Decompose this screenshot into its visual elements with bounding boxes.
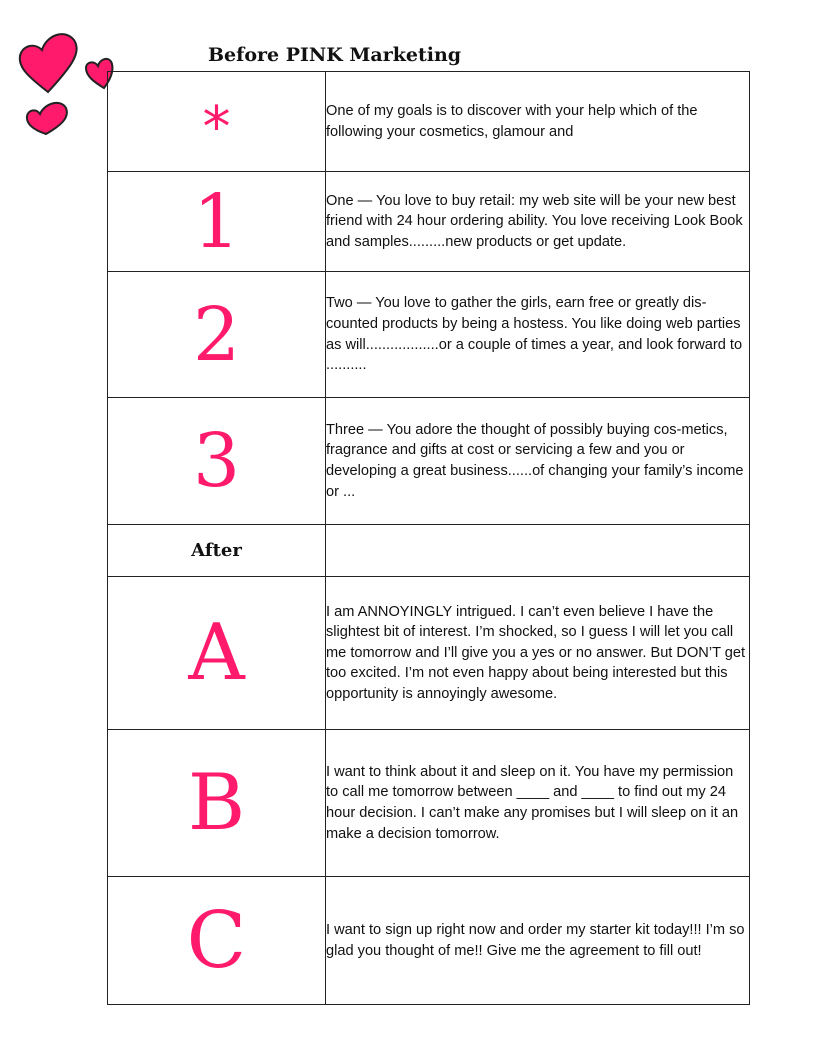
section-label-cell [108, 525, 326, 577]
row-marker-cell [108, 72, 326, 172]
table-row [108, 398, 750, 525]
row-marker: B [187, 758, 246, 848]
row-marker-cell [108, 398, 326, 525]
row-text-cell [326, 877, 750, 1005]
row-marker-cell [108, 730, 326, 877]
row-marker-cell [108, 577, 326, 730]
row-marker: 3 [192, 418, 241, 504]
row-marker: 2 [192, 291, 241, 378]
table-row [108, 877, 750, 1005]
row-marker: * [202, 94, 231, 160]
row-text-cell [326, 525, 750, 577]
table-row [108, 577, 750, 730]
heart-icon [20, 34, 77, 92]
row-marker: C [186, 895, 247, 986]
row-text-cell [326, 172, 750, 272]
row-text: One — You love to buy retail: my web site will be your new best friend with 24 hour ordering ability. You love receiving Look Book and samples.........new products or get update. [326, 192, 743, 250]
row-text-cell [326, 398, 750, 525]
row-text: I am ANNOYINGLY intrigued. I can’t even believe I have the slightest bit of interest. I’m shocked, so I guess I will let you call me tomorrow and I’ll give you a yes or no answer. But DON’T get too excited. I’m not even happy about being interested but this opportunity is annoyingly awesome. [326, 603, 746, 702]
after-section-label: After [191, 540, 242, 561]
row-text: I want to think about it and sleep on it. You have my permission to call me tomorrow between ____ and ____ to find out my 24 hour decision. I can’t make any promises but I will sleep on it an make a decision tomorrow. [326, 763, 739, 842]
row-text: Two — You love to gather the girls, earn free or greatly dis-counted products by being a hostess. You like doing web parties as will..................or a couple of times a year, and look forward to .......... [326, 295, 743, 374]
row-marker: A [188, 608, 245, 698]
row-text-cell [326, 730, 750, 877]
table-row [108, 172, 750, 272]
row-text: One of my goals is to discover with your help which of the following your cosmetics, glamour and [326, 102, 698, 140]
row-marker-cell [108, 172, 326, 272]
row-text-cell [326, 72, 750, 172]
heart-icon [27, 103, 67, 134]
marketing-table [107, 71, 750, 1005]
page-title: Before PINK Marketing [208, 44, 462, 66]
row-marker: 1 [192, 178, 241, 265]
table-row [108, 525, 750, 577]
table-row [108, 730, 750, 877]
table-row [108, 72, 750, 172]
row-text: Three — You adore the thought of possibly buying cos-metics, fragrance and gifts at cost or servicing a few and you or developing a great business......of changing your family’s income or ... [326, 421, 744, 500]
table-row [108, 272, 750, 398]
row-marker-cell [108, 272, 326, 398]
row-marker-cell [108, 877, 326, 1005]
row-text-cell [326, 272, 750, 398]
row-text-cell [326, 577, 750, 730]
row-text: I want to sign up right now and order my starter kit today!!! I’m so glad you thought of me!! Give me the agreement to fill out! [326, 921, 745, 959]
